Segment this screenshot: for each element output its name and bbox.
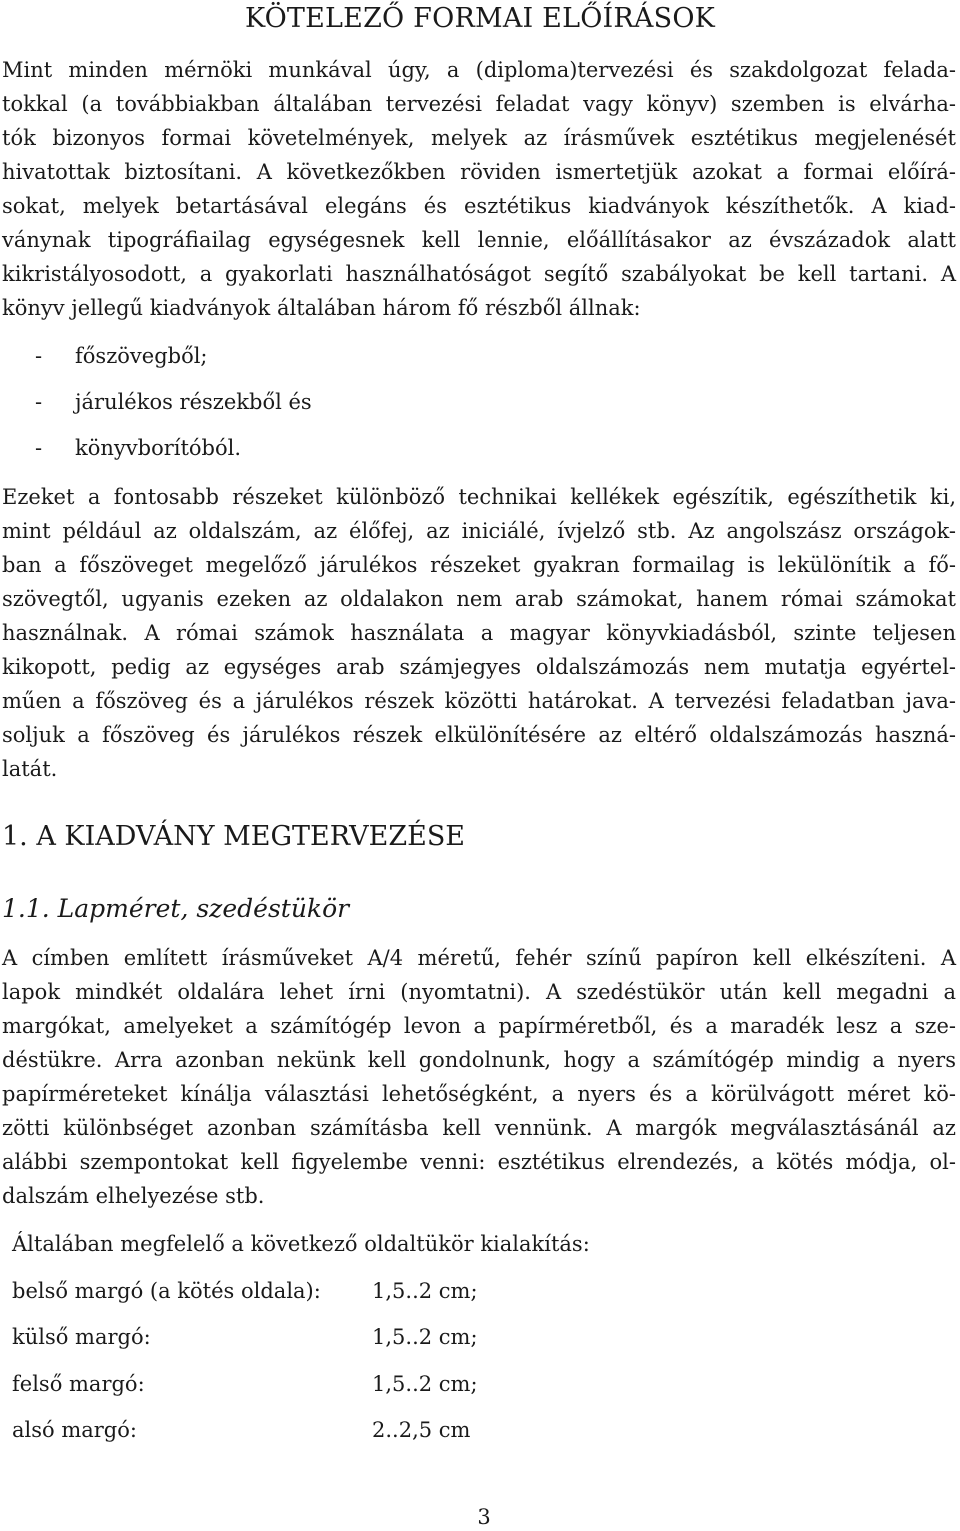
paragraph-line: hivatottak biztosítani. A következőkben röviden ismertetjük azokat a formai előírá- <box>2 160 956 184</box>
paragraph-line: használnak. A római számok használata a magyar könyvkiadásból, szinte teljesen <box>2 621 956 645</box>
second-paragraph <box>2 480 956 786</box>
paragraph-line: műen a főszöveg és a járulékos részek közötti határokat. A tervezési feladatban java- <box>2 689 956 713</box>
paragraph-line: könyv jellegű kiadványok általában három fő részből állnak: <box>2 296 641 320</box>
paragraph-line: zötti különbséget azonban számításba kell vennünk. A margók megválasztásánál az <box>2 1116 956 1140</box>
paragraph-line: papírméreteket kínálja választási lehetőségként, a nyers és a körülvágott méret kö- <box>2 1082 956 1106</box>
margin-label: alsó margó: <box>12 1418 137 1442</box>
page-number: 3 <box>477 1505 491 1529</box>
paragraph-line: A címben említett írásműveket A/4 méretű, fehér színű papíron kell elkészíteni. A <box>2 946 956 970</box>
paragraph-line: tokkal (a továbbiakban általában tervezési feladat vagy könyv) szemben is elvárha- <box>2 92 956 116</box>
paragraph-line: Mint minden mérnöki munkával úgy, a (diploma)tervezési és szakdolgozat felada- <box>2 58 956 82</box>
paragraph-line: tók bizonyos formai követelmények, melyek az írásművek esztétikus megjelenését <box>2 126 956 150</box>
list-item-text: járulékos részekből és <box>75 390 312 414</box>
paragraph-line: szövegtől, ugyanis ezeken az oldalakon nem arab számokat, hanem római számokat <box>2 587 956 611</box>
paragraph-line: mint például az oldalszám, az élőfej, az iniciálé, ívjelző stb. Az angolszász országok- <box>2 519 956 543</box>
margins-intro: Általában megfelelő a következő oldaltükör kialakítás: <box>12 1232 590 1256</box>
list-item <box>35 433 241 463</box>
paragraph-line: margókat, amelyeket a számítógép levon a papírméretből, és a maradék lesz a sze- <box>2 1014 956 1038</box>
list-item <box>35 387 312 417</box>
paragraph-line: dalszám elhelyezése stb. <box>2 1184 265 1208</box>
section-paragraph <box>2 941 956 1213</box>
margin-value: 1,5..2 cm; <box>372 1279 478 1303</box>
paragraph-line: Ezeket a fontosabb részeket különböző technikai kellékek egészítik, egészíthetik ki, <box>2 485 956 509</box>
paragraph-line: déstükre. Arra azonban nekünk kell gondolnunk, hogy a számítógép mindig a nyers <box>2 1048 956 1072</box>
margin-label: külső margó: <box>12 1325 151 1349</box>
list-dash: - <box>35 344 43 368</box>
paragraph-line: soljuk a főszöveg és járulékos részek elkülönítésére az eltérő oldalszámozás haszná- <box>2 723 956 747</box>
section-heading: 1. A KIADVÁNY MEGTERVEZÉSE <box>2 821 466 852</box>
paragraph-line: ban a főszöveget megelőző járulékos részeket gyakran formailag is lekülönítik a fő- <box>2 553 956 577</box>
margin-label: belső margó (a kötés oldala): <box>12 1279 321 1303</box>
paragraph-line: alábbi szempontokat kell figyelembe venni: esztétikus elrendezés, a kötés módja, ol- <box>2 1150 956 1174</box>
margin-label: felső margó: <box>12 1372 145 1396</box>
paragraph-line: sokat, melyek betartásával elegáns és esztétikus kiadványok készíthetők. A kiad- <box>2 194 956 218</box>
subsection-heading: 1.1. Lapméret, szedéstükör <box>2 894 350 923</box>
list-dash: - <box>35 436 43 460</box>
paragraph-line: kikopott, pedig az egységes arab számjegyes oldalszámozás nem mutatja egyértel- <box>2 655 956 679</box>
paragraph-line: ványnak tipográfiailag egységesnek kell lennie, előállításakor az évszázadok alatt <box>2 228 956 252</box>
list-dash: - <box>35 390 43 414</box>
paragraph-line: kikristályosodott, a gyakorlati használhatóságot segítő szabályokat be kell tartani. A <box>2 262 956 286</box>
intro-paragraph <box>2 53 956 325</box>
margin-value: 1,5..2 cm; <box>372 1372 478 1396</box>
list-item <box>35 341 208 371</box>
margin-value: 2..2,5 cm <box>372 1418 471 1442</box>
list-item-text: főszövegből; <box>75 344 208 368</box>
page-title: KÖTELEZŐ FORMAI ELŐÍRÁSOK <box>244 3 716 34</box>
margin-value: 1,5..2 cm; <box>372 1325 478 1349</box>
paragraph-line: latát. <box>2 757 58 781</box>
list-item-text: könyvborítóból. <box>75 436 242 460</box>
paragraph-line: lapok mindkét oldalára lehet írni (nyomtatni). A szedéstükör után kell megadni a <box>2 980 956 1004</box>
